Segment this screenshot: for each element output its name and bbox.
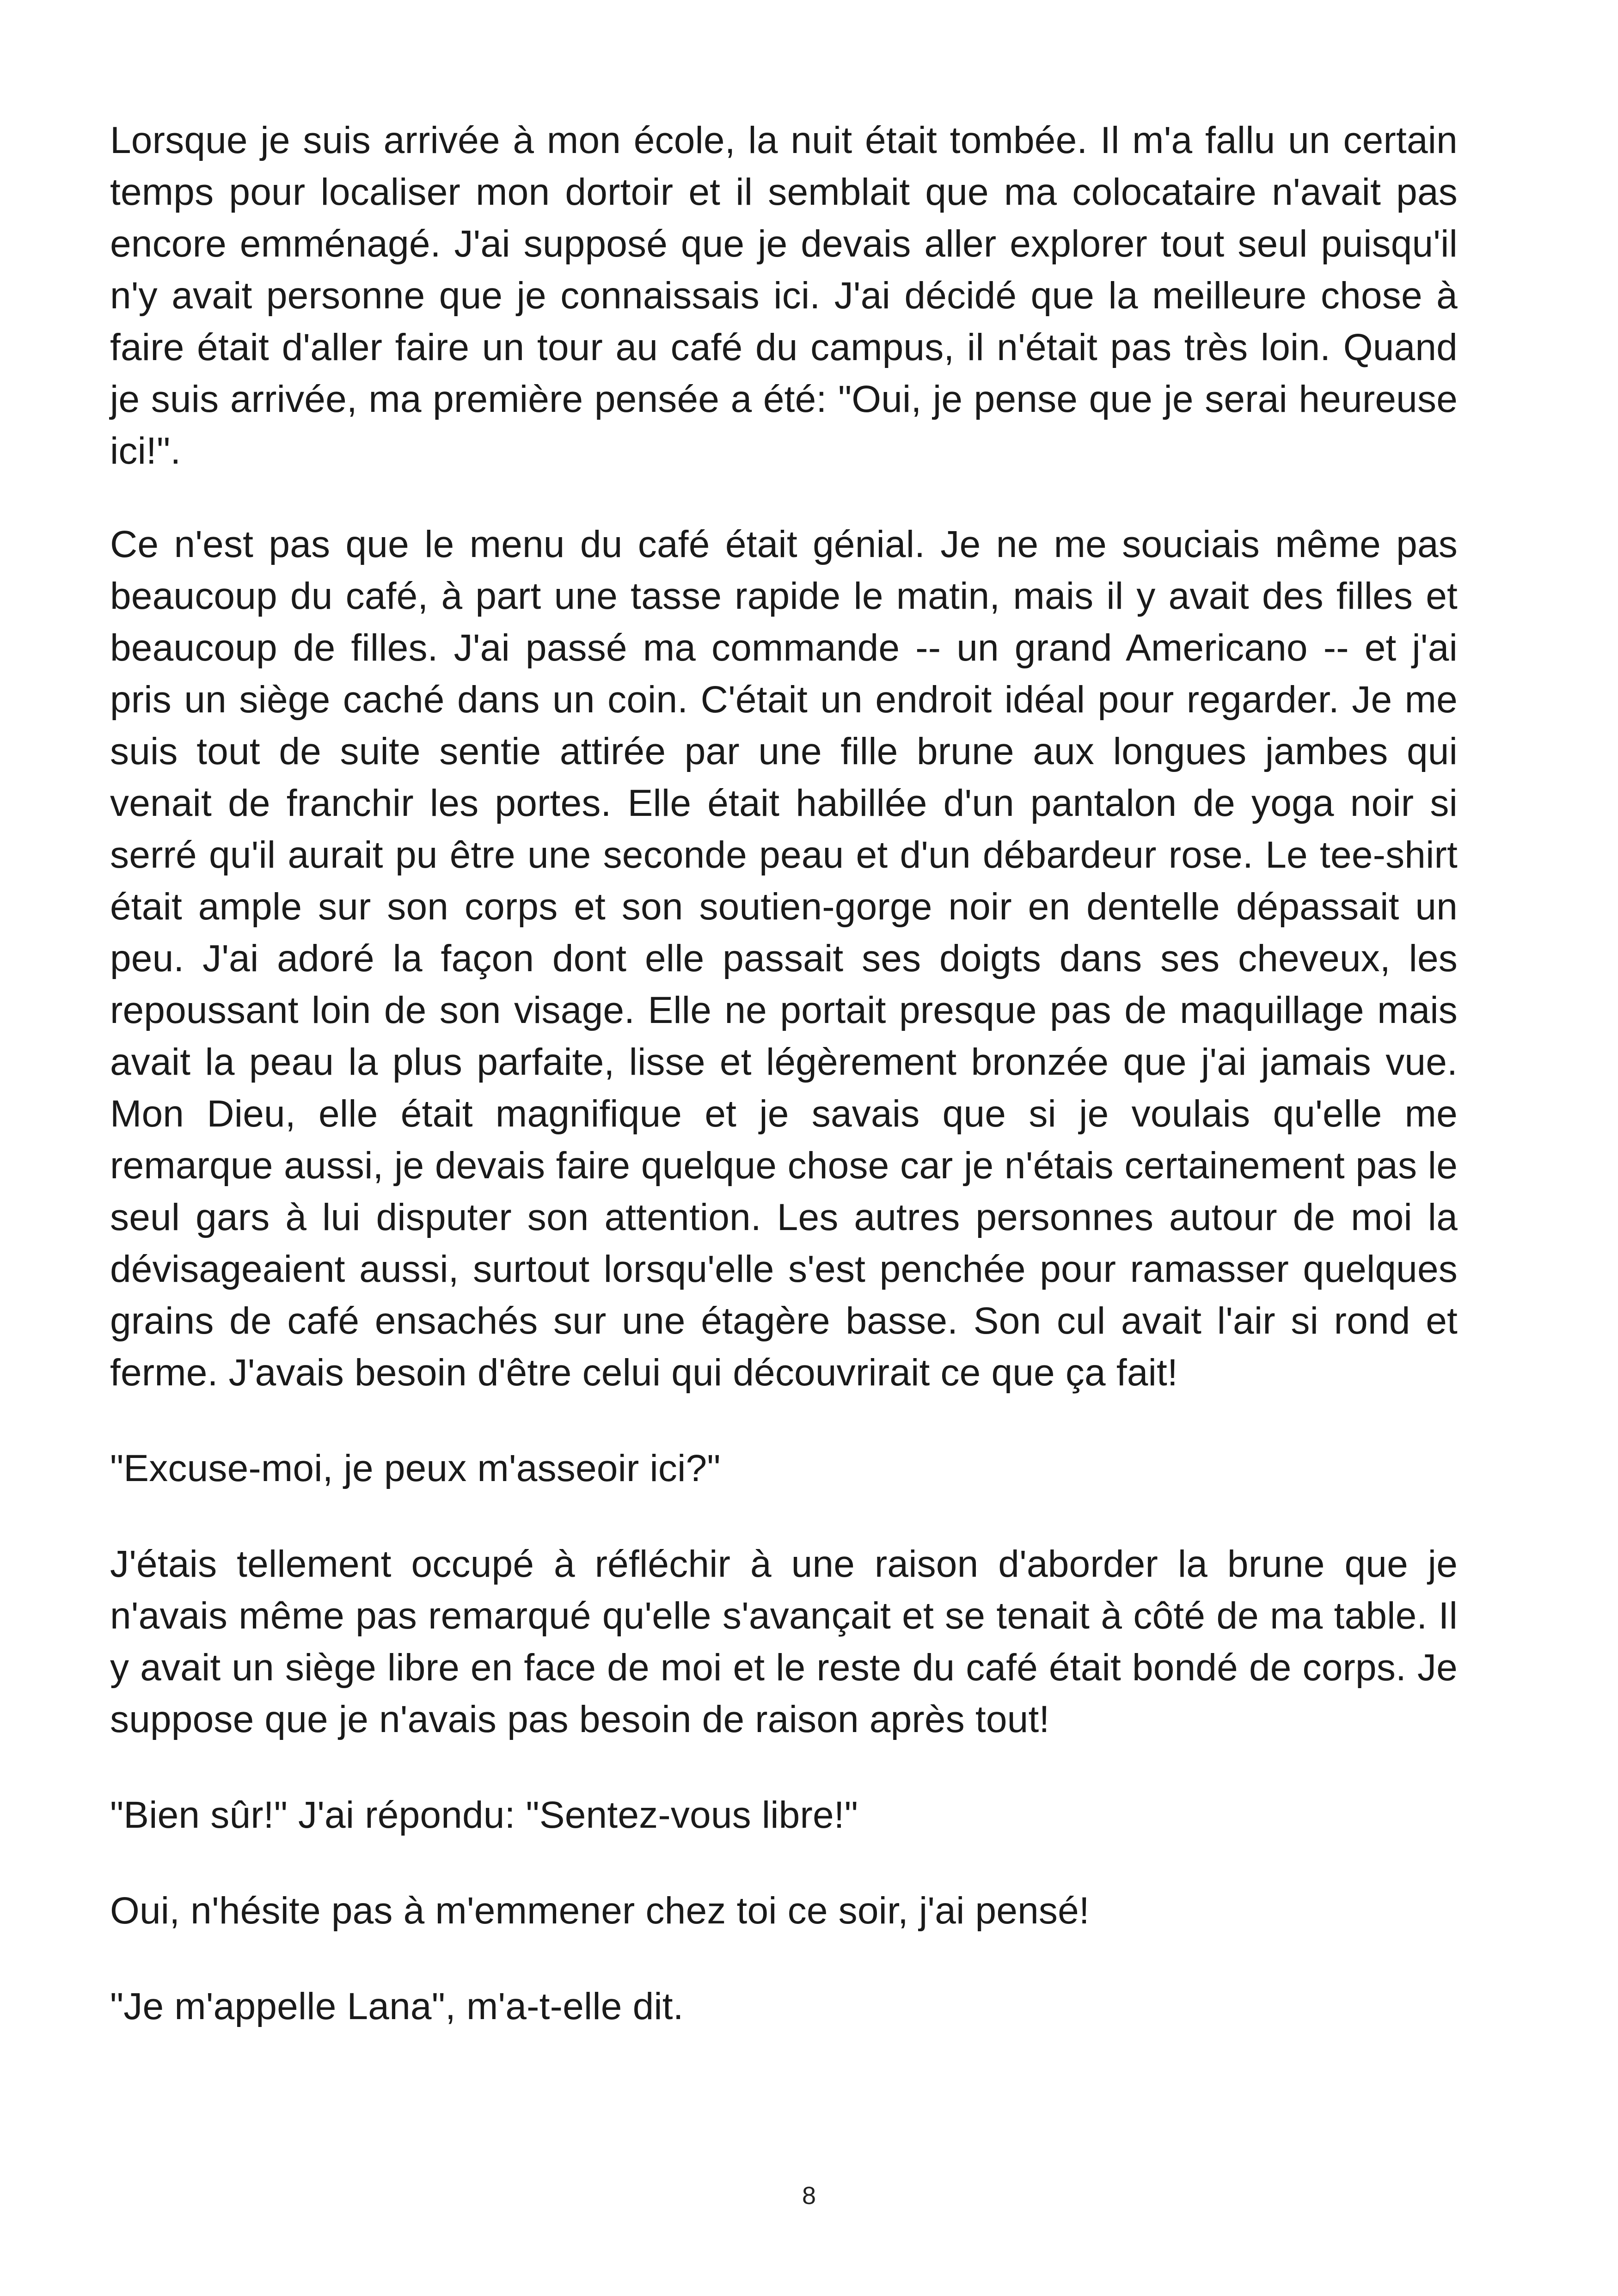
paragraph-dialog-name: "Je m'appelle Lana", m'a-t-elle dit. bbox=[110, 1985, 684, 2027]
text-body bbox=[110, 115, 1458, 2033]
paragraph-spacer bbox=[110, 1399, 1458, 1443]
paragraph-spacer bbox=[110, 1494, 1458, 1538]
paragraph-thought: Oui, n'hésite pas à m'emmener chez toi ce soir, j'ai pensé! bbox=[110, 1890, 1090, 1932]
paragraph-dialog-excuse: "Excuse-moi, je peux m'asseoir ici?" bbox=[110, 1447, 721, 1489]
paragraph-spacer bbox=[110, 1841, 1458, 1885]
paragraph-cafe: Ce n'est pas que le menu du café était génial. Je ne me souciais même pas beaucoup du café, à part une tasse rapide le matin, mais il y avait des filles et beaucoup de filles. J'ai passé ma commande -- un grand Americano -- et j'ai pris un siège caché dans un coin. C'était un endroit idéal pour regarder. Je me suis tout de suite sentie attirée par une fille brune aux longues jambes qui venait de franchir les portes. Elle était habillée d'un pantalon de yoga noir si serré qu'il aurait pu être une seconde peau et d'un débardeur rose. Le tee-shirt était ample sur son corps et son soutien-gorge noir en dentelle dépassait un peu. J'ai adoré la façon dont elle passait ses doigts dans ses cheveux, les repoussant loin de son visage. Elle ne portait presque pas de maquillage mais avait la peau la plus parfaite, lisse et légèrement bronzée que j'ai jamais vue. Mon Dieu, elle était magnifique et je savais que si je voulais qu'elle me remarque aussi, je devais faire quelque chose car je n'étais certainement pas le seul gars à lui disputer son attention. Les autres personnes autour de moi la dévisageaient aussi, surtout lorsqu'elle s'est penchée pour ramasser quelques grains de café ensachés sur une étagère basse. Son cul avait l'air si rond et ferme. J'avais besoin d'être celui qui découvrirait ce que ça fait! bbox=[110, 523, 1458, 1394]
page-number: 8 bbox=[802, 2182, 816, 2210]
paragraph-spacer bbox=[110, 1745, 1458, 1789]
paragraph-arrival: Lorsque je suis arrivée à mon école, la nuit était tombée. Il m'a fallu un certain temps pour localiser mon dortoir et il semblait que ma colocataire n'avait pas encore emménagé. J'ai supposé que je devais aller explorer tout seul puisqu'il n'y avait personne que je connaissais ici. J'ai décidé que la meilleure chose à faire était d'aller faire un tour au café du campus, il n'était pas très loin. Quand je suis arrivée, ma première pensée a été: "Oui, je pense que je serai heureuse ici!". bbox=[110, 119, 1458, 472]
paragraph-spacer bbox=[110, 1937, 1458, 1981]
paragraph-dialog-reply: "Bien sûr!" J'ai répondu: "Sentez-vous libre!" bbox=[110, 1794, 858, 1836]
paragraph-busy: J'étais tellement occupé à réfléchir à une raison d'aborder la brune que je n'avais même pas remarqué qu'elle s'avançait et se tenait à côté de ma table. Il y avait un siège libre en face de moi et le reste du café était bondé de corps. Je suppose que je n'avais pas besoin de raison après tout! bbox=[110, 1543, 1458, 1740]
paragraph-spacer bbox=[110, 477, 1458, 519]
